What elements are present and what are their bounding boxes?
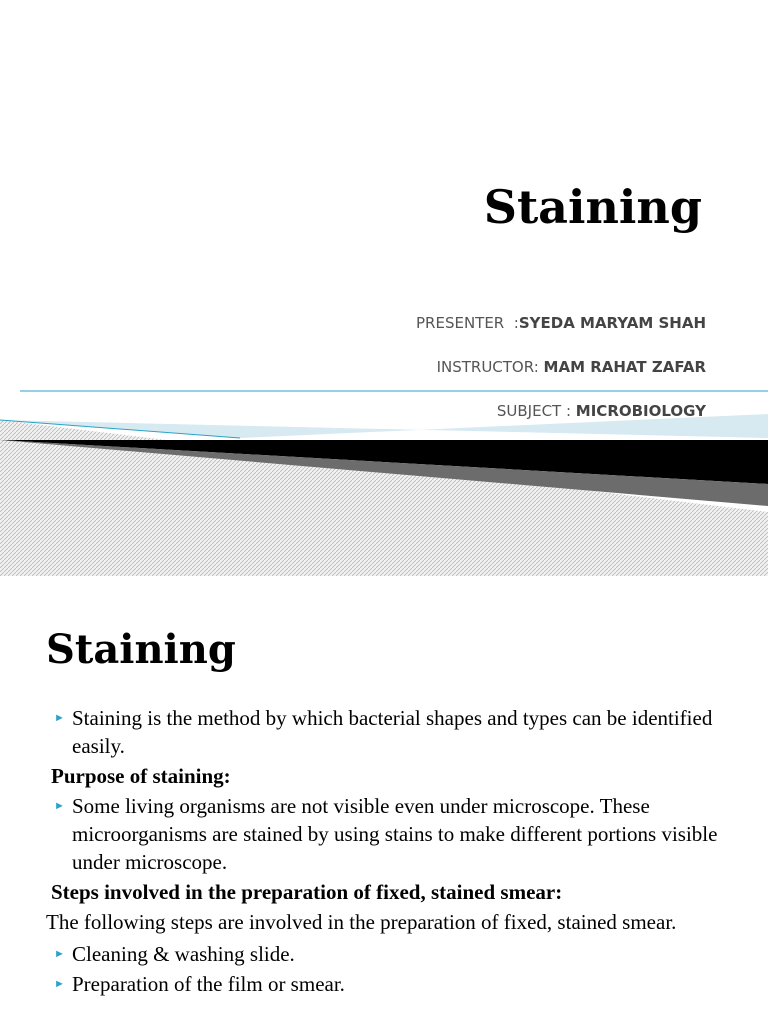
content-body — [46, 704, 736, 1000]
bullet-arrow-icon: ► — [54, 948, 65, 960]
steps-heading: Steps involved in the preparation of fixed, stained smear: — [51, 880, 563, 904]
content-title: Staining — [46, 626, 236, 673]
purpose-heading: Purpose of staining: — [51, 764, 231, 788]
instructor-name: MAM RAHAT ZAFAR — [543, 358, 706, 376]
instructor-line — [437, 358, 706, 376]
presenter-label: PRESENTER : — [416, 314, 519, 332]
step-item — [46, 970, 736, 998]
slide-title: Staining — [483, 180, 702, 234]
bullet-arrow-icon: ► — [54, 800, 65, 812]
subject-line — [497, 402, 706, 420]
bullet-text: Staining is the method by which bacterial shapes and types can be identified easily. — [72, 706, 713, 758]
bullet-item — [46, 704, 736, 760]
step-text: Preparation of the film or smear. — [72, 972, 345, 996]
step-text: Cleaning & washing slide. — [72, 942, 295, 966]
bullet-item — [46, 792, 736, 876]
instructor-label: INSTRUCTOR: — [436, 358, 544, 376]
subject-label: SUBJECT : — [496, 402, 576, 420]
step-item — [46, 940, 736, 968]
bullet-text: Some living organisms are not visible even under microscope. These microorganisms are stained by using stains to make different portions visible under microscope. — [72, 794, 718, 874]
presenter-name: SYEDA MARYAM SHAH — [518, 314, 706, 332]
steps-intro: The following steps are involved in the preparation of fixed, stained smear. — [46, 910, 677, 934]
bullet-arrow-icon: ► — [54, 712, 65, 724]
subject-name: MICROBIOLOGY — [575, 402, 706, 420]
bullet-arrow-icon: ► — [54, 978, 65, 990]
presenter-line — [416, 314, 706, 332]
content-slide — [0, 576, 768, 1024]
